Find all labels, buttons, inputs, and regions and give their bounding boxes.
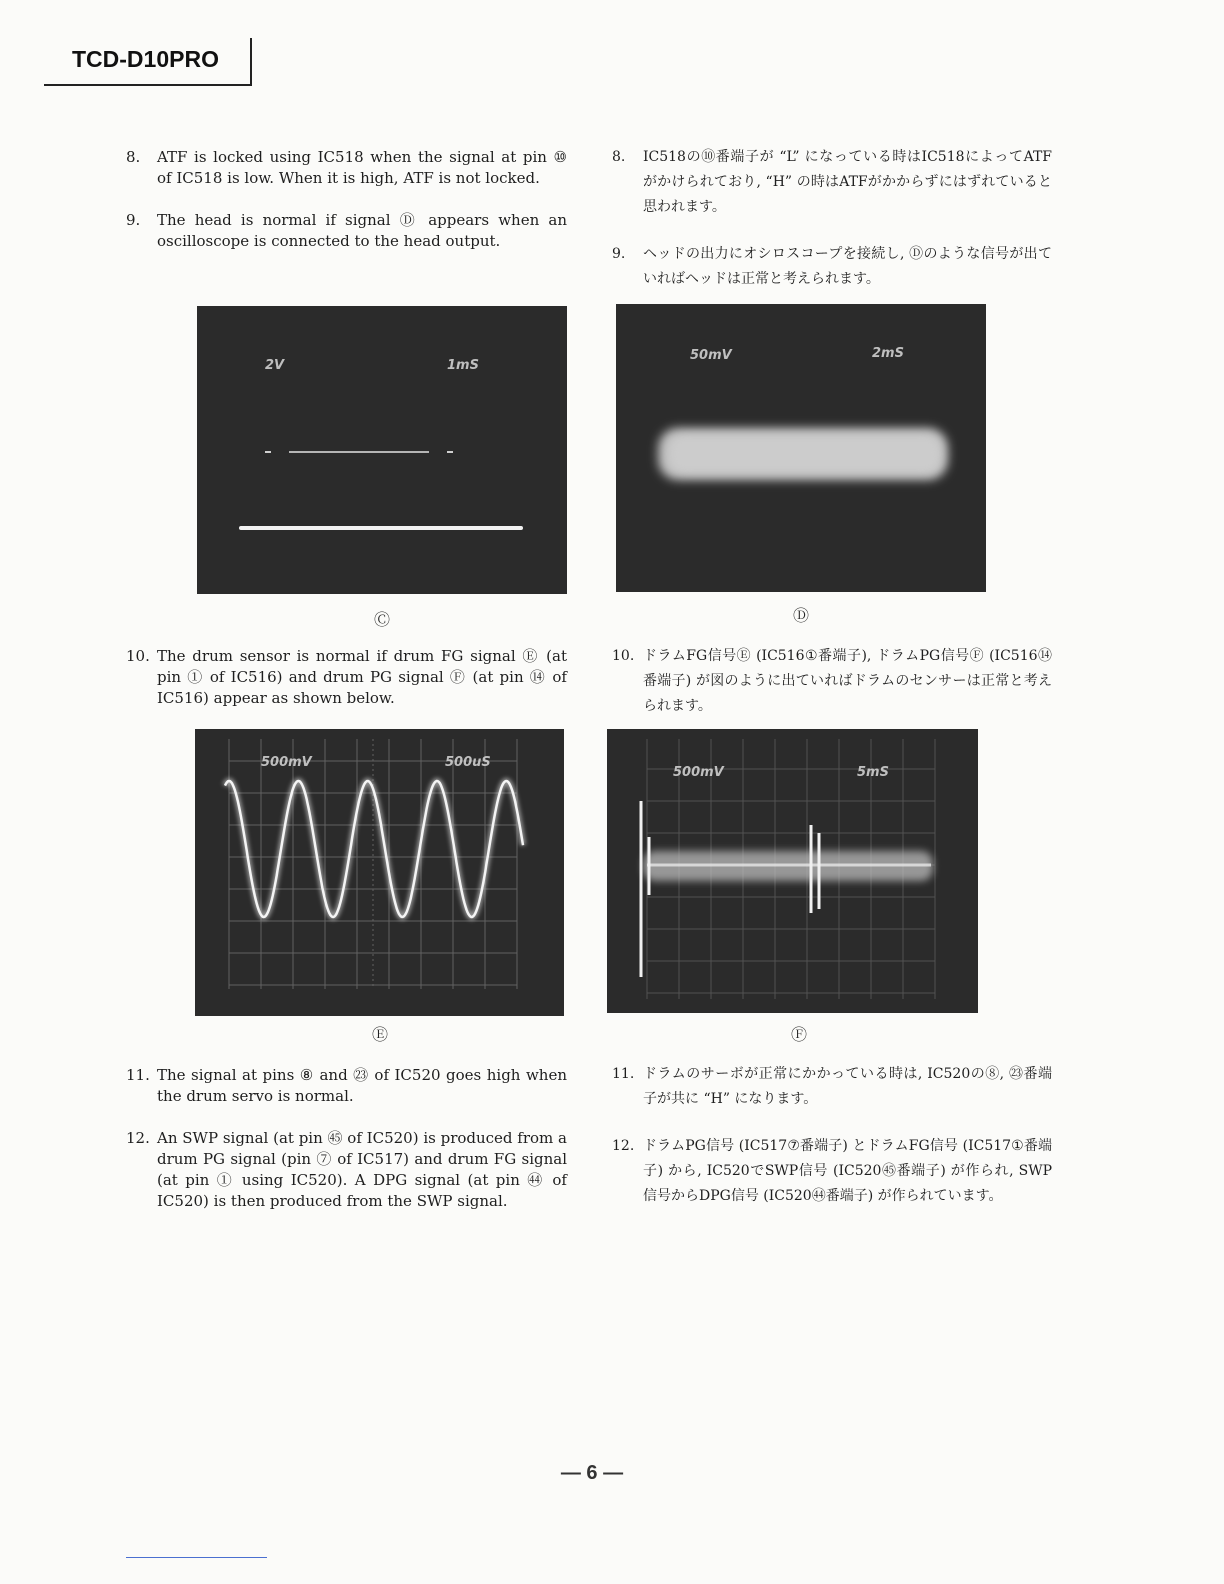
scope-c-trace — [197, 306, 567, 594]
left-item-12 — [126, 1128, 568, 1216]
document-title: TCD-D10PRO — [72, 46, 219, 72]
oscilloscope-photo-f — [607, 729, 978, 1013]
scope-f-volts: 500mV — [673, 765, 724, 780]
footer-rule — [126, 1557, 267, 1558]
right-item-12 — [612, 1134, 1052, 1234]
scope-e-trace — [195, 729, 564, 1016]
left-item-9 — [126, 210, 568, 256]
item-text: IC518の⑩番端子が “L” になっている時はIC518によってATFがかけられており, “H” の時はATFがかからずにはずれていると思われます。 — [643, 149, 1052, 215]
item-text: The drum sensor is normal if drum FG signal Ⓔ (at pin ① of IC516) and drum PG signal Ⓕ (at pin ⑭ of IC516) appear as shown below. — [157, 647, 567, 707]
right-item-11 — [612, 1062, 1052, 1114]
left-item-8 — [126, 147, 568, 193]
scope-d-volts: 50mV — [690, 348, 732, 363]
right-item-8 — [612, 145, 1052, 221]
item-number: 10. — [126, 647, 150, 665]
scope-e-volts: 500mV — [261, 755, 312, 770]
oscilloscope-photo-d — [616, 304, 986, 592]
item-text: The head is normal if signal Ⓓ appears when an oscilloscope is connected to the head output. — [157, 211, 567, 250]
header-horizontal-rule — [44, 84, 252, 86]
item-text: ヘッドの出力にオシロスコープを接続し, Ⓓのような信号が出ていればヘッドは正常と考えられます。 — [643, 246, 1052, 287]
item-text: ドラムのサーボが正常にかかっている時は, IC520の⑧, ㉓番端子が共に “H” になります。 — [643, 1066, 1052, 1107]
oscilloscope-photo-c — [197, 306, 567, 594]
scope-c-volts: 2V — [265, 358, 285, 373]
left-item-11 — [126, 1065, 568, 1111]
scope-e-time: 500uS — [445, 755, 491, 770]
item-number: 10. — [612, 648, 635, 664]
figure-caption-f: Ⓕ — [790, 1025, 807, 1044]
item-text: ATF is locked using IC518 when the signal at pin ⑩ of IC518 is low. When it is high, ATF is not locked. — [157, 148, 567, 187]
scope-c-time: 1mS — [447, 358, 479, 373]
item-text: ドラムPG信号 (IC517⑦番端子) とドラムFG信号 (IC517①番端子) から, IC520でSWP信号 (IC520㊺番端子) が作られ, SWP信号からDPG信号 (IC520㊹番端子) が作られています。 — [643, 1138, 1052, 1204]
item-number: 8. — [126, 148, 141, 166]
right-item-10 — [612, 644, 1052, 720]
item-number: 12. — [612, 1138, 635, 1154]
scope-d-time: 2mS — [872, 346, 904, 361]
item-text: ドラムFG信号Ⓔ (IC516①番端子), ドラムPG信号Ⓕ (IC516⑭番端子) が図のように出ていればドラムのセンサーは正常と考えられます。 — [643, 648, 1052, 714]
figure-caption-c: Ⓒ — [373, 610, 390, 629]
scope-f-trace — [607, 729, 978, 1013]
item-number: 8. — [612, 149, 626, 165]
item-number: 9. — [126, 211, 141, 229]
scope-f-time: 5mS — [857, 765, 889, 780]
item-number: 11. — [612, 1066, 635, 1082]
scope-d-trace — [616, 304, 986, 592]
item-number: 12. — [126, 1129, 150, 1147]
oscilloscope-photo-e — [195, 729, 564, 1016]
item-number: 11. — [126, 1066, 150, 1084]
item-text: An SWP signal (at pin ㊺ of IC520) is produced from a drum PG signal (pin ⑦ of IC517) and drum FG signal (at pin ① using IC520). A DPG signal (at pin ㊹ of IC520) is then produced from the SWP signal. — [157, 1129, 567, 1210]
figure-caption-e: Ⓔ — [371, 1025, 388, 1044]
right-item-9 — [612, 242, 1052, 294]
page-number: — 6 — — [560, 1462, 624, 1484]
item-number: 9. — [612, 246, 626, 262]
left-item-10 — [126, 646, 568, 712]
figure-caption-d: Ⓓ — [792, 606, 809, 625]
header-vertical-rule — [250, 38, 252, 86]
item-text: The signal at pins ⑧ and ㉓ of IC520 goes high when the drum servo is normal. — [157, 1066, 567, 1105]
